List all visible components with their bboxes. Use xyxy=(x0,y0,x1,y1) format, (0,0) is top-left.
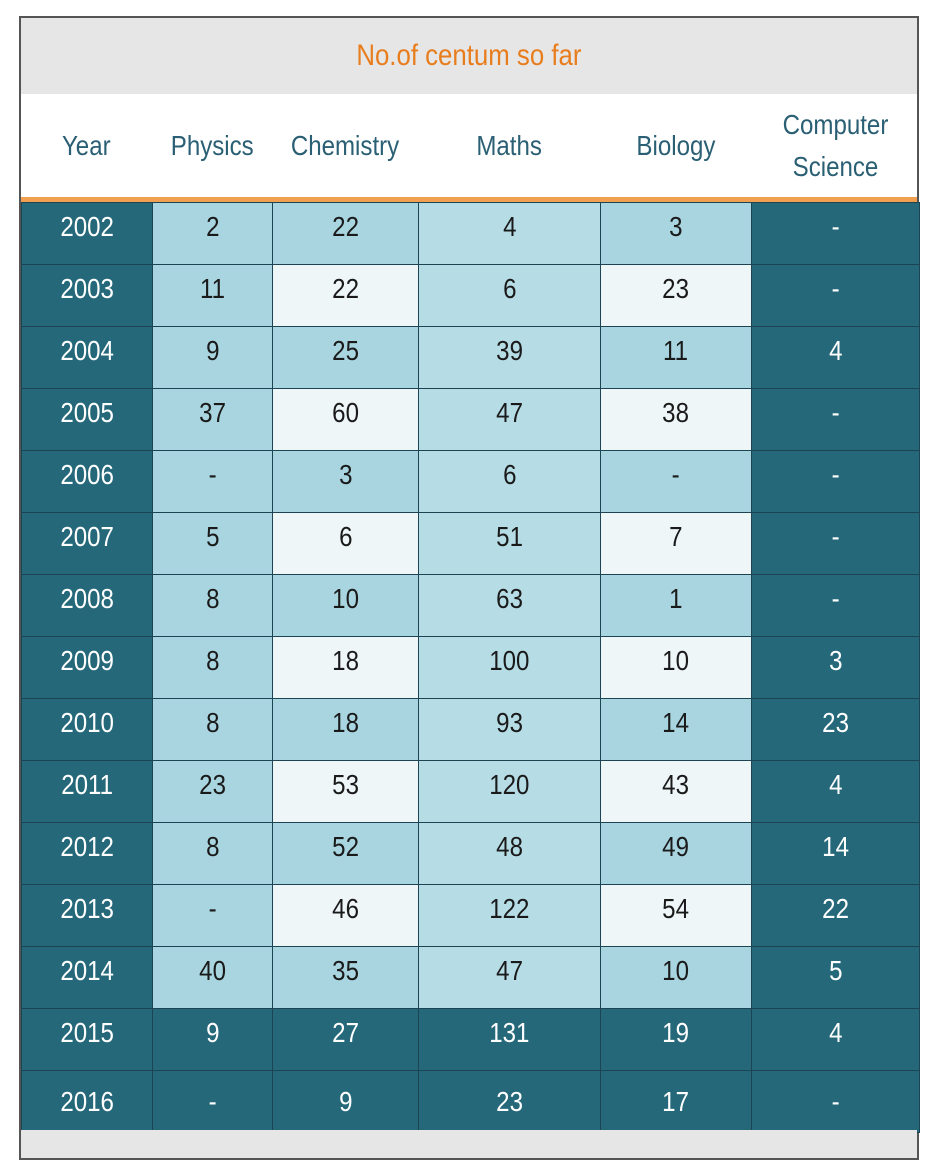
cell-maths: 23 xyxy=(419,1071,601,1133)
cell-year: 2003 xyxy=(22,265,153,327)
cell-year: 2002 xyxy=(22,203,153,265)
cell-chemistry: 6 xyxy=(273,513,419,575)
cell-year: 2006 xyxy=(22,451,153,513)
cell-biology: 1 xyxy=(601,575,752,637)
cell-year: 2016 xyxy=(22,1071,153,1133)
column-header-physics: Physics xyxy=(170,129,254,161)
centum-table xyxy=(21,202,920,1133)
cell-year: 2015 xyxy=(22,1009,153,1071)
cell-maths: 51 xyxy=(419,513,601,575)
cell-physics: 8 xyxy=(153,575,273,637)
cell-biology: 7 xyxy=(601,513,752,575)
cell-chemistry: 3 xyxy=(273,451,419,513)
cell-biology: 43 xyxy=(601,761,752,823)
cell-year: 2008 xyxy=(22,575,153,637)
cell-year: 2004 xyxy=(22,327,153,389)
cell-maths: 63 xyxy=(419,575,601,637)
cell-biology: 10 xyxy=(601,637,752,699)
cell-year: 2013 xyxy=(22,885,153,947)
cell-computer-science: 4 xyxy=(752,327,920,389)
cell-chemistry: 46 xyxy=(273,885,419,947)
table-row xyxy=(22,885,920,947)
cell-chemistry: 18 xyxy=(273,637,419,699)
cell-chemistry: 18 xyxy=(273,699,419,761)
cell-physics: 2 xyxy=(153,203,273,265)
cell-computer-science: 23 xyxy=(752,699,920,761)
cell-physics: 40 xyxy=(153,947,273,1009)
cell-computer-science: 14 xyxy=(752,823,920,885)
cell-chemistry: 10 xyxy=(273,575,419,637)
cell-computer-science: - xyxy=(752,265,920,327)
table-row xyxy=(22,575,920,637)
cell-biology: 54 xyxy=(601,885,752,947)
table-frame xyxy=(19,16,919,1160)
cell-computer-science: 4 xyxy=(752,761,920,823)
cell-biology: 17 xyxy=(601,1071,752,1133)
cell-computer-science: 5 xyxy=(752,947,920,1009)
cell-maths: 100 xyxy=(419,637,601,699)
cell-biology: 38 xyxy=(601,389,752,451)
cell-biology: 3 xyxy=(601,203,752,265)
cell-maths: 6 xyxy=(419,451,601,513)
cell-chemistry: 27 xyxy=(273,1009,419,1071)
cell-chemistry: 22 xyxy=(273,265,419,327)
cell-chemistry: 52 xyxy=(273,823,419,885)
cell-maths: 6 xyxy=(419,265,601,327)
column-header-year: Year xyxy=(62,129,111,161)
cell-chemistry: 35 xyxy=(273,947,419,1009)
cell-year: 2010 xyxy=(22,699,153,761)
cell-computer-science: 3 xyxy=(752,637,920,699)
cell-computer-science: - xyxy=(752,1071,920,1133)
cell-physics: 8 xyxy=(153,823,273,885)
cell-year: 2011 xyxy=(22,761,153,823)
column-header-computer-science: Computer Science xyxy=(782,108,888,182)
cell-physics: - xyxy=(153,885,273,947)
table-row xyxy=(22,947,920,1009)
cell-year: 2005 xyxy=(22,389,153,451)
cell-physics: - xyxy=(153,1071,273,1133)
cell-computer-science: - xyxy=(752,451,920,513)
cell-physics: 23 xyxy=(153,761,273,823)
cell-year: 2007 xyxy=(22,513,153,575)
cell-physics: 5 xyxy=(153,513,273,575)
cell-biology: 23 xyxy=(601,265,752,327)
cell-maths: 39 xyxy=(419,327,601,389)
cell-chemistry: 60 xyxy=(273,389,419,451)
table-footer xyxy=(21,1130,917,1158)
column-header-biology: Biology xyxy=(636,129,715,161)
table-row xyxy=(22,761,920,823)
column-header-maths: Maths xyxy=(476,129,542,161)
cell-maths: 131 xyxy=(419,1009,601,1071)
table-row xyxy=(22,823,920,885)
cell-computer-science: 4 xyxy=(752,1009,920,1071)
cell-physics: 9 xyxy=(153,327,273,389)
cell-year: 2009 xyxy=(22,637,153,699)
cell-biology: 49 xyxy=(601,823,752,885)
table-title: No.of centum so far xyxy=(21,18,917,94)
table-row xyxy=(22,1009,920,1071)
cell-physics: 37 xyxy=(153,389,273,451)
cell-physics: 11 xyxy=(153,265,273,327)
cell-year: 2014 xyxy=(22,947,153,1009)
cell-computer-science: - xyxy=(752,575,920,637)
cell-maths: 120 xyxy=(419,761,601,823)
cell-maths: 48 xyxy=(419,823,601,885)
cell-chemistry: 22 xyxy=(273,203,419,265)
cell-chemistry: 25 xyxy=(273,327,419,389)
cell-physics: 8 xyxy=(153,699,273,761)
table-row xyxy=(22,389,920,451)
cell-biology: - xyxy=(601,451,752,513)
table-row xyxy=(22,203,920,265)
cell-maths: 47 xyxy=(419,389,601,451)
table-row xyxy=(22,637,920,699)
cell-biology: 14 xyxy=(601,699,752,761)
cell-chemistry: 9 xyxy=(273,1071,419,1133)
cell-physics: 8 xyxy=(153,637,273,699)
table-row xyxy=(22,265,920,327)
cell-computer-science: - xyxy=(752,513,920,575)
cell-computer-science: - xyxy=(752,389,920,451)
cell-maths: 93 xyxy=(419,699,601,761)
cell-physics: - xyxy=(153,451,273,513)
cell-biology: 11 xyxy=(601,327,752,389)
cell-biology: 19 xyxy=(601,1009,752,1071)
table-row xyxy=(22,451,920,513)
cell-maths: 47 xyxy=(419,947,601,1009)
cell-maths: 4 xyxy=(419,203,601,265)
table-header xyxy=(21,94,917,202)
cell-year: 2012 xyxy=(22,823,153,885)
cell-computer-science: - xyxy=(752,203,920,265)
cell-biology: 10 xyxy=(601,947,752,1009)
table-row xyxy=(22,1071,920,1133)
table-row xyxy=(22,327,920,389)
column-header-chemistry: Chemistry xyxy=(290,129,400,161)
cell-physics: 9 xyxy=(153,1009,273,1071)
cell-chemistry: 53 xyxy=(273,761,419,823)
cell-computer-science: 22 xyxy=(752,885,920,947)
table-row xyxy=(22,699,920,761)
cell-maths: 122 xyxy=(419,885,601,947)
table-row xyxy=(22,513,920,575)
